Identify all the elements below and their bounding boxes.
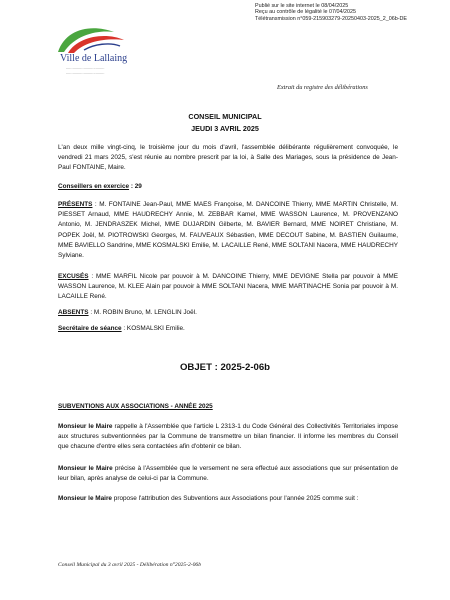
conseillers-value: : 29 — [129, 183, 142, 190]
paragraph-2 — [58, 464, 398, 484]
paragraph-2-text: précise à l'Assemblée que le versement ne sera effectué aux associations que sur présentation de leur bilan, après analyse de celui-ci par la Commune. — [58, 465, 399, 483]
logo-city-name: Ville de Lallaing — [60, 53, 128, 64]
secretaire-text: : KOSMALSKI Emilie. — [121, 325, 185, 332]
secretaire-line — [58, 324, 398, 334]
transmission-stamp — [255, 3, 445, 22]
intro-paragraph: L'an deux mille vingt-cinq, le troisième jour du mois d'avril, l'assemblée délibérante régulièrement convoquée, le vendredi 21 mars 2025, s'est réunie au nombre prescrit par la loi, à Salle des Mariages, sous la présidence de Jean-Paul FONTAINE, Maire. — [58, 144, 398, 172]
conseillers-label: Conseillers en exercice — [58, 183, 130, 190]
council-title: CONSEIL MUNICIPAL — [188, 112, 262, 121]
stamp-line-transmission: Télétransmission n°059-215903279-20250403-2025_2_06b-DE — [255, 15, 408, 22]
paragraph-3-subject: Monsieur le Maire — [58, 495, 112, 502]
paragraph-2-subject: Monsieur le Maire — [58, 465, 113, 472]
excuses-label: EXCUSÉS — [58, 273, 89, 280]
page-footer: Conseil Municipal du 3 avril 2025 - Délibération n°2025-2-06b — [58, 562, 201, 568]
excuses-paragraph — [58, 272, 398, 303]
paragraph-1-subject: Monsieur le Maire — [58, 423, 113, 430]
section-title-line — [58, 402, 398, 412]
excuses-text: : MME MARFIL Nicole par pouvoir à M. DANCOINE Thierry, MME DEVIGNE Stella par pouvoir à MME WASSON Laurence, M. KLEE Alain par pouvoir à MME SOLTANI Nacera, MME MARTINACHE Sonia par pouvoir à M. LACAILLE René. — [58, 273, 398, 301]
session-date: JEUDI 3 AVRIL 2025 — [191, 124, 259, 133]
logo-tagline-1: ··································· — [66, 67, 105, 71]
extract-label: Extrait du registre des délibérations — [277, 84, 368, 91]
paragraph-1 — [58, 422, 398, 453]
section-title: SUBVENTIONS AUX ASSOCIATIONS - ANNÉE 2025 — [58, 403, 213, 410]
presents-text: : M. FONTAINE Jean-Paul, MME MAES Françoise, M. DANCOINE Thierry, MME MARTIN Christelle, M. PIESSET Arnaud, MME HAUDRECHY Annie, M. ZEBBAR Kamel, MME WASSON Laurence, M. PROVENZANO Antonio, M. JENDRASZEK Michel, MME DUJARDIN Gilberte, M. BAVIER Bernard, MME NOIRET Christiane, M. POPEK Joël, M. PIOTROWSKI Georges, M. FAUVEAUX Sébastien, MME DECOUT Sabine, M. BASTIEN Guilaume, MME BAVIELLO Sandrine, MME KOSMALSKI Emilie, M. LACAILLE René, MME SOLTANI Nacera, MME HAUDRECHY Sylviane. — [58, 201, 398, 260]
logo-tagline-2: ··································· — [66, 72, 105, 76]
absents-text: : M. ROBIN Bruno, M. LENGLIN Joël. — [88, 309, 197, 316]
paragraph-1-text: rappelle à l'Assemblée que l'article L 2313-1 du Code Général des Collectivités Territoriales impose aux structures subventionnées par la Commune de transmettre un bilan financier. Il informe les membres du Conseil que chacune d'entre elles sera contactées afin d'obtenir ce bilan. — [58, 423, 398, 451]
secretaire-label: Secrétaire de séance — [58, 325, 122, 332]
presents-label: PRÉSENTS — [58, 201, 93, 208]
stamp-line-published: Publié sur le site internet le 08/04/2025 — [255, 3, 349, 9]
absents-line — [58, 308, 398, 318]
paragraph-3-text: propose l'attribution des Subventions aux Associations pour l'année 2025 comme suit : — [111, 495, 359, 502]
paragraph-3 — [58, 494, 398, 504]
conseillers-line — [58, 182, 398, 192]
stamp-line-received: Reçu au contrôle de légalité le 07/04/2025 — [255, 9, 356, 16]
presents-paragraph — [58, 200, 398, 261]
absents-label: ABSENTS — [58, 309, 89, 316]
city-logo — [54, 22, 134, 88]
objet-heading: OBJET : 2025-2-06b — [179, 362, 271, 373]
